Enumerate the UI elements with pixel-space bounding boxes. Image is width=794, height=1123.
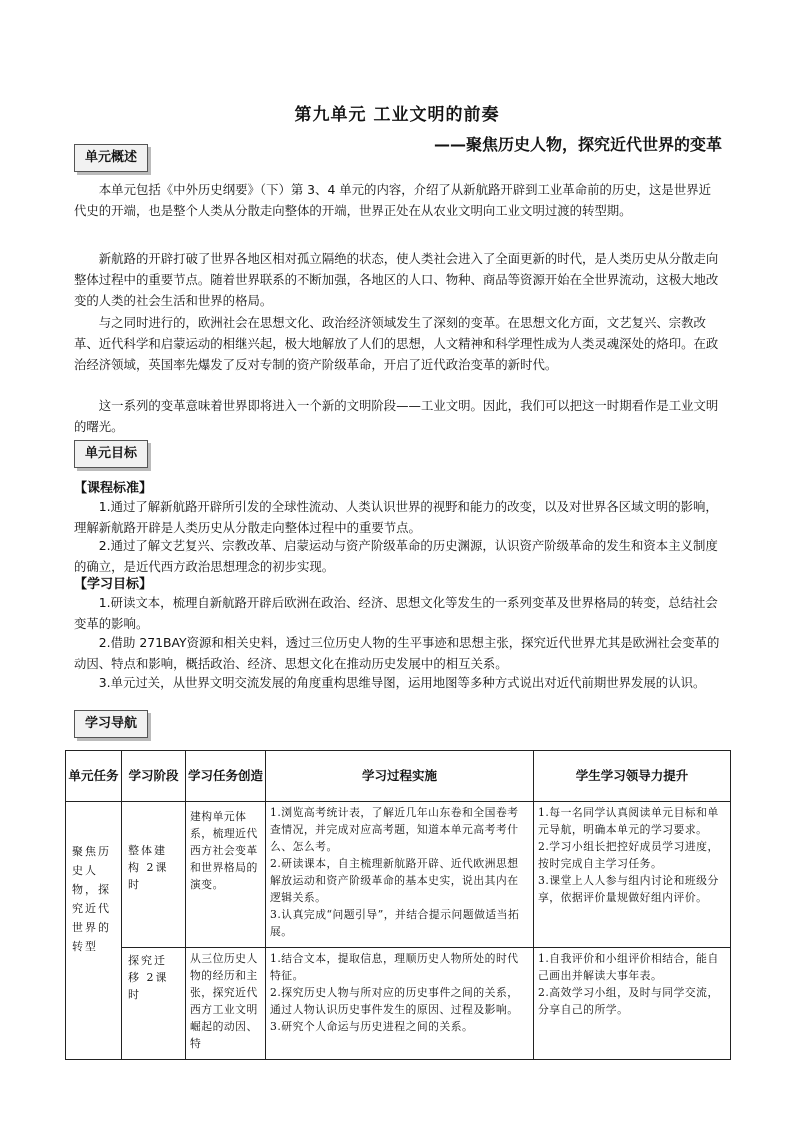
learning-navigation-table [65, 750, 731, 1060]
section-heading-goals: 单元目标 [74, 440, 148, 468]
header-leadership: 学生学习领导力提升 [534, 751, 731, 802]
leadership-cell: 1.每一名同学认真阅读单元目标和单元导航，明确本单元的学习要求。 2.学习小组长把控好成员学习进度，按时完成自主学习任务。 3.课堂上人人参与组内讨论和班级分享，依据评价量规做好组内评价。 [534, 802, 731, 948]
header-task-creation: 学习任务创造 [186, 751, 266, 802]
table-header-row [66, 751, 731, 802]
document-subtitle: ——聚焦历史人物，探究近代世界的变革 [433, 135, 722, 154]
stage-cell: 探究迁移 2课时 [122, 948, 186, 1060]
creation-cell: 从三位历史人物的经历和主张，探究近代西方工业文明崛起的动因、特 [186, 948, 266, 1060]
unit-task-cell: 聚焦历史人物，探究近代世界的转型 [66, 802, 122, 1060]
standard-item: 2.通过了解文艺复兴、宗教改革、启蒙运动与资产阶级革命的历史渊源，认识资产阶级革命的发生和资本主义制度的确立，是近代西方政治思想理念的初步实现。 [74, 538, 718, 574]
header-process: 学习过程实施 [266, 751, 534, 802]
process-cell: 1.浏览高考统计表，了解近几年山东卷和全国卷考查情况，并完成对应高考题，知道本单元高考考什么、怎么考。 2.研读课本，自主梳理新航路开辟、近代欧洲思想解放运动和资产阶级革命的基本史实，说出其内在逻辑关系。 3.认真完成“问题引导”，并结合提示问题做适当拓展。 [266, 802, 534, 948]
objective-heading: 【学习目标】 [74, 577, 153, 592]
table-row [66, 948, 731, 1060]
overview-paragraph: 新航路的开辟打破了世界各地区相对孤立隔绝的状态，使人类社会进入了全面更新的时代，是人类历史从分散走向整体过程中的重要节点。随着世界联系的不断加强，各地区的人口、物种、商品等资源开始在全世界流动，这极大地改变的人类的社会生活和世界的格局。 [74, 251, 719, 308]
overview-paragraph: 本单元包括《中外历史纲要》（下）第 3、4 单元的内容，介绍了从新航路开辟到工业革命前的历史，这是世界近代史的开端，也是整个人类从分散走向整体的开端，世界正处在从农业文明向工业文明过渡的转型期。 [74, 182, 711, 218]
creation-cell: 建构单元体系，梳理近代西方社会变革和世界格局的演变。 [186, 802, 266, 948]
section-heading-nav: 学习导航 [74, 710, 148, 738]
stage-cell: 整体建构 2课时 [122, 802, 186, 948]
header-stage: 学习阶段 [122, 751, 186, 802]
process-cell: 1.结合文本，提取信息，理顺历史人物所处的时代特征。 2.探究历史人物与所对应的历史事件之间的关系，通过人物认识历史事件发生的原因、过程及影响。 3.研究个人命运与历史进程之间的关系。 [266, 948, 534, 1060]
objective-item: 2.借助 271BAY资源和相关史料，透过三位历史人物的生平事迹和思想主张，探究近代世界尤其是欧洲社会变革的动因、特点和影响，概括政治、经济、思想文化在推动历史发展中的相互关系。 [74, 635, 720, 671]
table-row [66, 802, 731, 948]
standard-heading: 【课程标准】 [74, 481, 153, 496]
document-title: 第九单元 工业文明的前奏 [294, 105, 500, 125]
header-unit-task: 单元任务 [66, 751, 122, 802]
overview-paragraph: 与之同时进行的，欧洲社会在思想文化、政治经济领域发生了深刻的变革。在思想文化方面，文艺复兴、宗教改革、近代科学和启蒙运动的相继兴起，极大地解放了人们的思想，人文精神和科学理性成为人类灵魂深处的烙印。在政治经济领域，英国率先爆发了反对专制的资产阶级革命，开启了近代政治变革的新时代。 [74, 315, 719, 372]
objective-item: 1.研读文本，梳理自新航路开辟后欧洲在政治、经济、思想文化等发生的一系列变革及世界格局的转变，总结社会变革的影响。 [74, 595, 718, 631]
leadership-cell: 1.自我评价和小组评价相结合，能自己画出并解读大事年表。 2.高效学习小组，及时与同学交流，分享自己的所学。 [534, 948, 731, 1060]
standard-item: 1.通过了解新航路开辟所引发的全球性流动、人类认识世界的视野和能力的改变，以及对世界各区域文明的影响，理解新航路开辟是人类历史从分散走向整体过程中的重要节点。 [74, 499, 718, 535]
objective-item: 3.单元过关，从世界文明交流发展的角度重构思维导图，运用地图等多种方式说出对近代前期世界发展的认识。 [98, 675, 706, 690]
section-heading-overview: 单元概述 [74, 144, 148, 172]
overview-paragraph: 这一系列的变革意味着世界即将进入一个新的文明阶段——工业文明。因此，我们可以把这一时期看作是工业文明的曙光。 [74, 398, 719, 434]
